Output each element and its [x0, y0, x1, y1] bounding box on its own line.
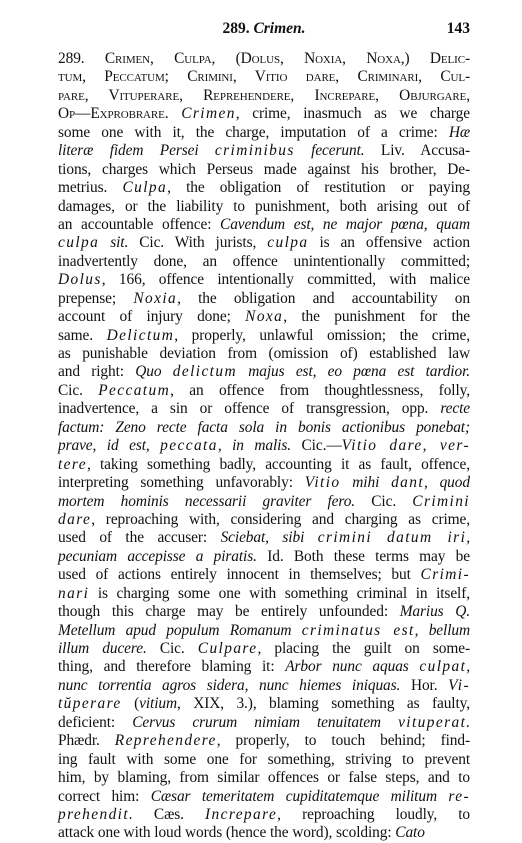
text-segment: Cato	[395, 824, 425, 842]
text-line	[58, 253, 470, 271]
text-segment: Quo	[135, 363, 173, 381]
text-line	[58, 824, 470, 842]
text-segment: , in malis.	[217, 437, 291, 455]
text-line	[58, 695, 470, 713]
text-line	[58, 363, 470, 381]
text-segment: culpat	[419, 658, 467, 676]
text-segment: Arbor nunc aquas	[285, 658, 420, 676]
text-line	[58, 216, 470, 234]
text-segment: dare	[58, 510, 92, 528]
text-segment: tum, Peccatum; Crimini, Vitio dare, Criminari, Cul-	[58, 68, 470, 86]
text-segment: criminatus est	[301, 621, 415, 639]
text-segment: metrius.	[58, 179, 123, 197]
text-line	[58, 529, 470, 547]
text-segment: Vitio dare, ver-	[341, 437, 470, 455]
text-segment: tions, charges which Perseus made against his brother, De-	[58, 160, 470, 178]
text-segment: deficient:	[58, 713, 133, 731]
text-segment: though this charge may be entirely unfounded:	[58, 603, 400, 621]
text-segment: inadvertently done, an offence unintentionally committed;	[58, 252, 470, 270]
text-segment: illum ducere.	[58, 640, 147, 657]
text-segment: some one with it, the charge, imputation of a crime:	[58, 123, 449, 141]
text-segment: and right:	[58, 363, 136, 381]
page-number: 143	[446, 20, 470, 37]
text-segment: .	[129, 805, 133, 823]
text-segment: culpa	[267, 234, 309, 252]
text-line	[58, 179, 470, 197]
text-segment: crimini datum iri	[317, 529, 467, 547]
text-segment: pare, Vituperare, Reprehendere, Increpare, Objurgare,	[58, 86, 470, 104]
text-line	[58, 548, 470, 566]
text-segment: —	[75, 105, 91, 123]
text-line	[58, 677, 470, 695]
text-segment: , XIX, 3.), blaming something as faulty,	[177, 695, 470, 713]
text-line	[58, 419, 470, 437]
text-segment: as punishable deviation from (omission of) established law	[58, 345, 470, 362]
text-segment: Liv. Accusa-	[364, 142, 471, 160]
text-segment: Sciebat, sibi	[220, 529, 318, 547]
text-line	[58, 437, 470, 455]
text-segment: Dolus	[58, 271, 102, 289]
text-segment: Cavendum est, ne major pœna, quam	[220, 215, 470, 233]
text-segment: Cic. With jurists,	[128, 234, 268, 252]
text-segment: interpreting something unfavorably:	[58, 474, 305, 492]
text-segment: Cic.	[355, 492, 413, 510]
text-line	[58, 308, 470, 326]
text-segment: Crimi-	[420, 566, 470, 584]
text-segment: nunc torrentia agros sidera, nunc hiemes iniquas.	[58, 676, 401, 694]
text-segment: Hor.	[400, 676, 449, 694]
text-segment: Op	[58, 105, 76, 123]
text-line	[58, 87, 470, 105]
text-line	[58, 640, 470, 658]
text-segment: same.	[58, 326, 107, 344]
text-segment: sit.	[99, 234, 129, 252]
text-segment: , reproaching with, considering and charging as crime,	[91, 510, 470, 528]
text-segment: Cic.—	[290, 437, 342, 455]
text-segment: account of injury done;	[58, 308, 246, 326]
text-segment: prehendit	[58, 805, 130, 823]
text-segment: vitium	[139, 695, 177, 713]
text-line	[58, 345, 470, 363]
text-segment: thing, and therefore blaming it:	[58, 658, 286, 676]
text-line	[58, 142, 470, 160]
text-line	[58, 493, 470, 511]
text-segment: recte	[440, 400, 470, 418]
text-segment: , properly, unlawful omission; the crime,	[174, 326, 470, 344]
text-segment: ,	[466, 529, 470, 547]
text-segment: culpa	[58, 234, 100, 252]
text-segment: Id. Both these terms may be	[256, 547, 470, 565]
text-segment: him, by blaming, from similar offences or false steps, and to	[58, 769, 470, 787]
text-segment: Metellum apud populum Romanum	[58, 621, 302, 639]
text-segment: peccata	[160, 437, 218, 455]
running-head	[58, 20, 470, 38]
text-segment: Vitio	[304, 474, 341, 492]
text-segment: Cæs.	[132, 805, 206, 823]
text-line	[58, 732, 470, 750]
text-segment: Cervus crurum nimiam tenuitatem	[132, 713, 399, 731]
text-segment: mihi	[340, 474, 392, 492]
text-segment: vituperat	[398, 713, 467, 731]
text-line	[58, 327, 470, 345]
text-line	[58, 511, 470, 529]
text-segment: , reproaching loudly, to	[277, 805, 471, 823]
text-line	[58, 751, 470, 769]
text-segment: Delictum	[106, 326, 175, 344]
text-line	[58, 271, 470, 289]
text-segment: factum: Zeno recte facta sola in bonis actionibus ponebat;	[58, 418, 470, 436]
section-number: 289.	[222, 20, 250, 37]
text-line	[58, 474, 470, 492]
text-line	[58, 68, 470, 86]
text-segment: criminibus	[214, 142, 295, 160]
text-segment: Crimen	[181, 105, 236, 123]
text-segment: literæ fidem Persei	[58, 142, 215, 160]
text-segment: an accountable offence:	[58, 215, 221, 233]
text-segment: ing fault with some one for something, striving to prevent	[58, 750, 470, 768]
text-segment: , the obligation and accountability on	[177, 289, 470, 307]
text-segment: , the punishment for the	[283, 308, 470, 326]
text-line	[58, 769, 470, 787]
text-line	[58, 382, 470, 400]
text-segment: damages, or the liability to punishment, both arising out of	[58, 197, 470, 215]
text-segment: Reprehendere	[114, 732, 217, 750]
text-segment: , 166, offence intentionally committed, with malice	[101, 271, 470, 289]
text-segment: prepense;	[58, 289, 134, 307]
text-segment: re-	[448, 787, 470, 805]
text-segment: tŭperare	[58, 695, 122, 713]
text-segment: nari	[58, 584, 90, 602]
text-segment: , placing the guilt on some-	[257, 640, 470, 657]
text-segment: , taking something badly, accounting it as fault, offence,	[86, 455, 470, 473]
text-segment: tere	[58, 455, 87, 473]
text-segment: delictum	[172, 363, 237, 381]
text-line	[58, 50, 470, 68]
text-segment: fecerunt.	[294, 142, 365, 160]
text-line	[58, 788, 470, 806]
text-segment: Marius Q.	[399, 603, 470, 621]
text-segment: Peccatum	[98, 381, 171, 399]
text-line	[58, 603, 470, 621]
text-line	[58, 234, 470, 252]
text-line	[58, 806, 470, 824]
text-segment: , the obligation of restitution or paying	[167, 179, 470, 197]
text-segment: , an offence from thoughtlessness, folly,	[170, 381, 470, 399]
section-title: Crimen.	[253, 20, 306, 37]
text-segment: prave, id est,	[58, 437, 161, 455]
text-line	[58, 124, 470, 142]
text-segment: Hæ	[448, 123, 470, 141]
text-segment: , properly, to touch behind; find-	[216, 732, 470, 750]
text-line	[58, 622, 470, 640]
text-segment: Culpare	[197, 640, 258, 657]
entry-paragraph	[58, 50, 470, 843]
text-segment: , crime, inasmuch as we charge	[235, 105, 471, 123]
text-segment: Crimen, Culpa, (Dolus, Noxia, Noxa,) Delic-	[104, 50, 470, 67]
text-segment: correct him:	[58, 787, 151, 805]
text-segment: inadvertence, a sin or offence of transgression, opp.	[58, 400, 441, 418]
text-segment: Vi-	[448, 676, 470, 694]
text-segment: Noxia	[133, 289, 178, 307]
text-segment: is an offensive action	[308, 234, 470, 252]
text-segment: Culpa	[122, 179, 168, 197]
text-segment: , quod	[424, 474, 470, 492]
text-segment: Cic.	[58, 381, 99, 399]
text-segment: Crimini	[412, 492, 470, 510]
text-line	[58, 400, 470, 418]
running-head-title	[58, 20, 470, 38]
text-line	[58, 714, 470, 732]
text-segment: , bellum	[414, 621, 470, 639]
text-segment: attack one with loud words (hence the word), scolding:	[58, 824, 396, 842]
text-segment: used of actions entirely innocent in themselves; but	[58, 566, 421, 584]
text-segment: 289.	[58, 50, 105, 67]
text-segment: dant	[391, 474, 425, 492]
text-line	[58, 161, 470, 179]
text-line	[58, 198, 470, 216]
text-line	[58, 585, 470, 603]
text-segment: Increpare	[205, 805, 278, 823]
text-line	[58, 658, 470, 676]
text-line	[58, 290, 470, 308]
text-segment: Exprobrare.	[90, 105, 182, 123]
text-line	[58, 566, 470, 584]
text-segment: is charging some one with something criminal in itself,	[89, 584, 470, 602]
text-segment: Phædr.	[58, 732, 115, 750]
text-segment: mortem hominis necessarii graviter fero.	[58, 492, 356, 510]
text-segment: Cic.	[146, 640, 198, 657]
text-line	[58, 456, 470, 474]
text-segment: used of the accuser:	[58, 529, 221, 547]
text-segment: ,	[466, 658, 470, 676]
text-segment: majus est, eo pœna est tardior.	[236, 363, 471, 381]
text-segment: .	[466, 713, 470, 731]
text-line	[58, 105, 470, 123]
text-segment: pecuniam accepisse a piratis.	[58, 547, 257, 565]
text-segment: Noxa	[245, 308, 284, 326]
text-segment: Cæsar temeritatem cupiditatemque militum	[150, 787, 449, 805]
text-segment: (	[121, 695, 140, 713]
